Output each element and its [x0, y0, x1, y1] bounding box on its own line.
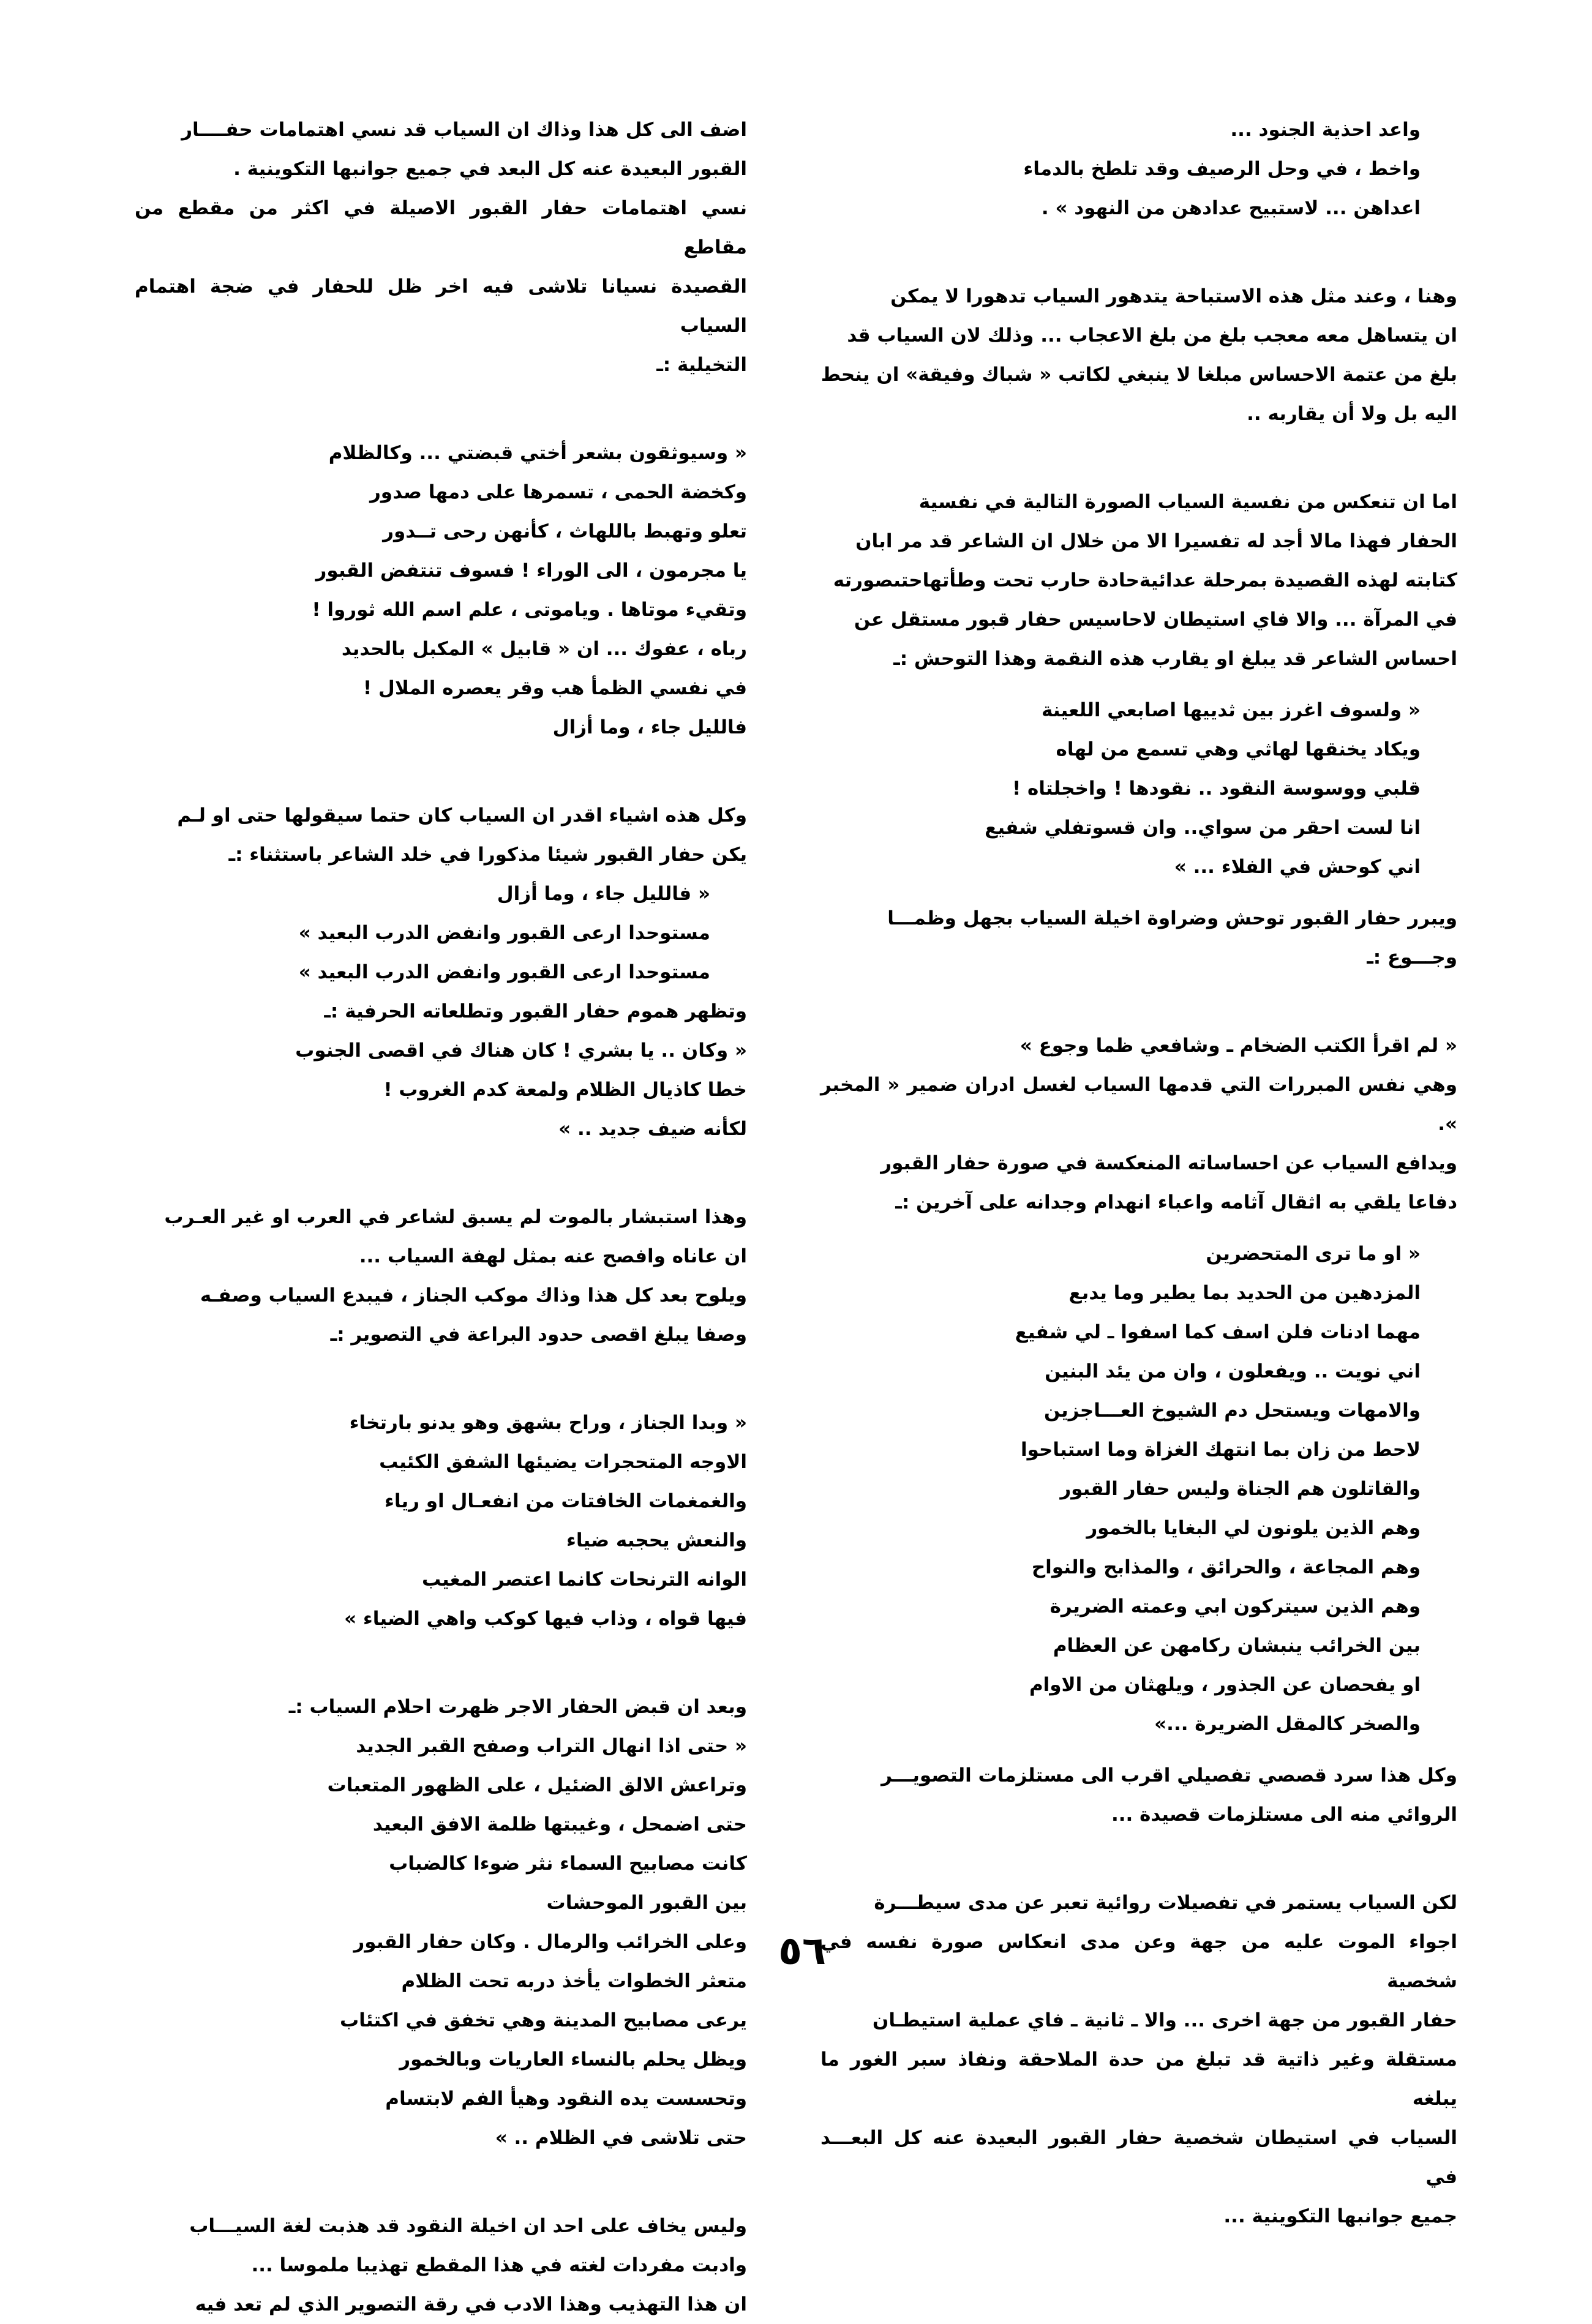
- verse-line: المزدهين من الحديد بما يطير وما يدبع: [1068, 1282, 1421, 1304]
- text-line: وليس يخاف على احد ان اخيلة النقود قد هذبت لغة السيـــاب: [189, 2215, 747, 2237]
- verse-line: ويكاد يخنقها لهاثي وهي تسمع من لهاه: [1056, 738, 1421, 760]
- text-line: بلغ من عتمة الاحساس مبلغا لا ينبغي لكاتب « شباك وفيقة» ان ينحط: [820, 364, 1457, 386]
- verse-block: [135, 1031, 747, 1149]
- verse-line: والنعش يحجبه ضياء: [566, 1529, 747, 1551]
- text-line: ان عاناه وافصح عنه بمثل لهفة السياب ...: [359, 1245, 747, 1267]
- verse-line: « او ما ترى المتحضرين: [1206, 1243, 1421, 1265]
- text-line: وادبت مفردات لغته في هذا المقطع تهذيبا ملموسا ...: [251, 2254, 747, 2276]
- text-line: ان هذا التهذيب وهذا الادب في رقة التصوير الذي لم تعد فيه: [195, 2293, 747, 2315]
- text-line: وبعد ان قبض الحفار الاجر ظهرت احلام السياب :ـ: [288, 1696, 747, 1718]
- text-line: القبور البعيدة عنه كل البعد في جميع جوانبها التكوينية .: [233, 158, 747, 180]
- verse-line: اني كوحش في الفلاء ... »: [1174, 856, 1421, 878]
- paragraph: [820, 1883, 1457, 2236]
- verse-block: [820, 1234, 1457, 1744]
- verse-block: [135, 1726, 747, 2157]
- verse-block: [820, 110, 1457, 228]
- text-line: ويبرر حفار القبور توحش وضراوة اخيلة السياب بجهل وظمـــا: [887, 907, 1457, 929]
- verse-line: وتحسست يده النقود وهيأ الفم لابتسام: [385, 2088, 747, 2110]
- verse-block: [135, 874, 747, 992]
- verse-line: تعلو وتهبط باللهاث ، كأنهن رحى تــدور: [383, 520, 747, 542]
- text-line: وصفا يبلغ اقصى حدود البراعة في التصوير :ـ: [330, 1324, 747, 1346]
- verse-line: بين الخرائب ينبشان ركامهن عن العظام: [1053, 1635, 1421, 1657]
- paragraph: [135, 1687, 747, 1726]
- verse-line: اعداهن ... لاستبيح عدادهن من النهود » .: [1041, 197, 1421, 219]
- text-line: اجواء الموت عليه من جهة وعن مدى انعكاس صورة نفسه في شخصية: [820, 1931, 1457, 1992]
- verse-line: وعلى الخرائب والرمال . وكان حفار القبور: [353, 1931, 747, 1953]
- right-column: [820, 110, 1457, 2236]
- text-line: وهي نفس المبررات التي قدمها السياب لغسل ادران ضمير « المخبر ».: [820, 1074, 1457, 1135]
- paragraph: [135, 2206, 747, 2324]
- paragraph: [820, 899, 1457, 977]
- verse-line: متعثر الخطوات يأخذ دربه تحت الظلام: [401, 1970, 747, 1992]
- verse-line: والقاتلون هم الجناة وليس حفار القبور: [1060, 1478, 1421, 1500]
- text-line: نسي اهتمامات حفار القبور الاصيلة في اكثر من مقطع من مقاطع: [135, 197, 747, 258]
- text-line: وكل هذا سرد قصصي تفصيلي اقرب الى مستلزمات التصويـــر: [881, 1764, 1457, 1786]
- verse-line: بين القبور الموحشات: [546, 1892, 747, 1914]
- verse-line: فالليل جاء ، وما أزال: [552, 716, 747, 738]
- verse-block: [135, 433, 747, 747]
- paragraph: [135, 189, 747, 384]
- verse-line: حتى تلاشى في الظلام .. »: [495, 2127, 747, 2149]
- text-line: وهنا ، وعند مثل هذه الاستباحة يتدهور السياب تدهورا لا يمكن: [890, 285, 1457, 307]
- paragraph: [135, 110, 747, 189]
- verse-line: واعد احذية الجنود ...: [1230, 119, 1421, 141]
- verse-line: وهم المجاعة ، والحرائق ، والمذابح والنواح: [1031, 1556, 1421, 1578]
- text-line: ويلوح بعد كل هذا وذاك موكب الجناز ، فيبدع السياب وصفـه: [200, 1284, 747, 1306]
- text-line: جميع جوانبها التكوينية ...: [1223, 2205, 1457, 2227]
- verse-line: والغمغمات الخافتات من انفعـال او رياء: [384, 1490, 747, 1512]
- text-line: يكن حفار القبور شيئا مذكورا في خلد الشاعر باستثناء :ـ: [228, 844, 747, 866]
- verse-line: ويظل يحلم بالنساء العاريات وبالخمور: [399, 2048, 747, 2071]
- verse-line: مستوحدا ارعى القبور وانفض الدرب البعيد »: [298, 961, 710, 983]
- verse-line: الاوجه المتحجرات يضيئها الشفق الكئيب: [379, 1451, 747, 1473]
- verse-line: مستوحدا ارعى القبور وانفض الدرب البعيد »: [298, 922, 710, 944]
- verse-line: لاحط من زان بما انتهك الغزاة وما استباحوا: [1020, 1439, 1421, 1461]
- verse-line: رباه ، عفوك ... ان « قابيل » المكبل بالحديد: [341, 638, 747, 660]
- verse-line: حتى اضمحل ، وغيبتها ظلمة الافق البعيد: [372, 1813, 747, 1835]
- verse-line: واخط ، في وحل الرصيف وقد تلطخ بالدماء: [1023, 158, 1421, 180]
- paragraph: [820, 1026, 1457, 1222]
- text-line: ان يتساهل معه معجب بلغ من بلغ الاعجاب ... وذلك لان السياب قد: [847, 324, 1457, 347]
- paragraph: [820, 482, 1457, 678]
- text-line: مستقلة وغير ذاتية قد تبلغ من حدة الملاحقة ونفاذ سبر الغور ما يبلغه: [820, 2048, 1457, 2110]
- text-line: اليه بل ولا أن يقاربه ..: [1247, 403, 1457, 425]
- verse-line: او يفحصان عن الجذور ، ويلهثان من الاوام: [1029, 1674, 1421, 1696]
- text-line: اضف الى كل هذا وذاك ان السياب قد نسي اهتمامات حفــــار: [181, 119, 747, 141]
- text-line: كتابته لهذه القصيدة بمرحلة عدائيةحادة حارب تحت وطأتهاحتىصورته: [833, 569, 1457, 591]
- text-line: لكن السياب يستمر في تفصيلات روائية تعبر عن مدى سيطـــرة: [874, 1892, 1457, 1914]
- text-line: وكل هذه اشياء اقدر ان السياب كان حتما سيقولها حتى او لـم: [177, 804, 747, 827]
- verse-line: اني نويت .. ويفعلون ، وان من يئد البنين: [1045, 1360, 1421, 1382]
- verse-line: وهم الذين يلونون لي البغايا بالخمور: [1086, 1517, 1421, 1539]
- verse-line: « وسيوثقون بشعر أختي قبضتي ... وكالظلام: [328, 442, 747, 464]
- verse-line: « حتى اذا انهال التراب وصفح القبر الجديد: [356, 1735, 747, 1757]
- page-number: ٥٦: [778, 1929, 827, 1974]
- verse-line: انا لست احقر من سواي.. وان قسوتفلي شفيع: [985, 817, 1421, 839]
- text-line: وجـــوع :ـ: [1367, 946, 1457, 969]
- text-line: دفاعا يلقي به اثقال آثامه واعباء انهدام وجدانه على آخرين :ـ: [895, 1191, 1457, 1213]
- verse-line: وتراعش الالق الضئيل ، على الظهور المتعبات: [327, 1774, 747, 1796]
- verse-line: « وكان .. يا بشري ! كان هناك في اقصى الجنوب: [295, 1040, 747, 1062]
- verse-line: وتقيء موتاها . وياموتى ، علم اسم الله ثوروا !: [312, 599, 747, 621]
- verse-line: في نفسي الظمأ هب وقر يعصره الملال !: [362, 677, 747, 699]
- text-line: السياب في استيطان شخصية حفار القبور البعيدة عنه كل البعـــد في: [820, 2127, 1457, 2188]
- verse-line: والامهات ويستحل دم الشيوخ العـــاجزين: [1044, 1400, 1421, 1422]
- verse-line: مهما ادنات فلن اسف كما اسفوا ـ لي شفيع: [1015, 1321, 1421, 1343]
- paragraph: [135, 796, 747, 874]
- text-line: في المرآة ... والا فاي استيطان لاحاسيس حفار قبور مستقل عن: [854, 609, 1457, 631]
- verse-line: « فالليل جاء ، وما أزال: [497, 883, 710, 905]
- verse-line: الوانه الترنحات كانما اعتصر المغيب: [422, 1569, 747, 1591]
- paragraph: [135, 992, 747, 1031]
- text-line: وهذا استبشار بالموت لم يسبق لشاعر في العرب او غير العـرب: [164, 1206, 747, 1228]
- text-line: الروائي منه الى مستلزمات قصيدة ...: [1111, 1804, 1457, 1826]
- text-line: وتظهر هموم حفار القبور وتطلعاته الحرفية :ـ: [324, 1000, 747, 1022]
- verse-line: يا مجرمون ، الى الوراء ! فسوف تنتفض القبور: [315, 560, 747, 582]
- text-line: « لم اقرأ الكتب الضخام ـ وشافعي ظما وجوع »: [1019, 1035, 1457, 1057]
- verse-line: خطا كاذيال الظلام ولمعة كدم الغروب !: [383, 1079, 747, 1101]
- verse-line: والصخر كالمقل الضريرة ...»: [1154, 1713, 1421, 1735]
- verse-line: وكخضة الحمى ، تسمرها على دمها صدور: [369, 481, 747, 503]
- text-line: احساس الشاعر قد يبلغ او يقارب هذه النقمة وهذا التوحش :ـ: [893, 648, 1457, 670]
- verse-line: وهم الذين سيتركون ابي وعمته الضريرة: [1049, 1595, 1421, 1617]
- paragraph: [820, 277, 1457, 433]
- text-line: ويدافع السياب عن احساساته المنعكسة في صورة حفار القبور: [880, 1152, 1457, 1174]
- verse-line: « ولسوف اغرز بين ثدييها اصابعي اللعينة: [1041, 699, 1421, 721]
- verse-line: « وبدا الجناز ، وراح بشهق وهو يدنو بارتخاء: [349, 1412, 747, 1434]
- text-line: حفار القبور من جهة اخرى ... والا ـ ثانية ـ فاي عملية استيطـان: [872, 2009, 1457, 2031]
- text-line: القصيدة نسيانا تلاشى فيه اخر ظل للحفار في ضجة اهتمام السياب: [135, 276, 747, 337]
- paragraph: [135, 1198, 747, 1276]
- text-line: الحفار فهذا مالا أجد له تفسيرا الا من خلال ان الشاعر قد مر ابان: [855, 530, 1457, 552]
- verse-line: فيها قواه ، وذاب فيها كوكب واهي الضياء »: [344, 1608, 747, 1630]
- paragraph: [820, 1756, 1457, 1834]
- verse-line: لكأنه ضيف جديد .. »: [558, 1118, 747, 1140]
- verse-line: كانت مصابيح السماء نثر ضوءا كالضباب: [389, 1853, 747, 1875]
- text-line: اما ان تنعكس من نفسية السياب الصورة التالية في نفسية: [918, 491, 1457, 513]
- verse-line: قلبي ووسوسة النقود .. نقودها ! واخجلتاه !: [1012, 778, 1421, 800]
- verse-line: يرعى مصابيح المدينة وهي تخفق في اكتئاب: [339, 2009, 747, 2031]
- verse-block: [135, 1403, 747, 1638]
- text-line: التخيلية :ـ: [656, 354, 747, 376]
- paragraph: [135, 1276, 747, 1354]
- verse-block: [820, 691, 1457, 886]
- left-column: [135, 110, 747, 2324]
